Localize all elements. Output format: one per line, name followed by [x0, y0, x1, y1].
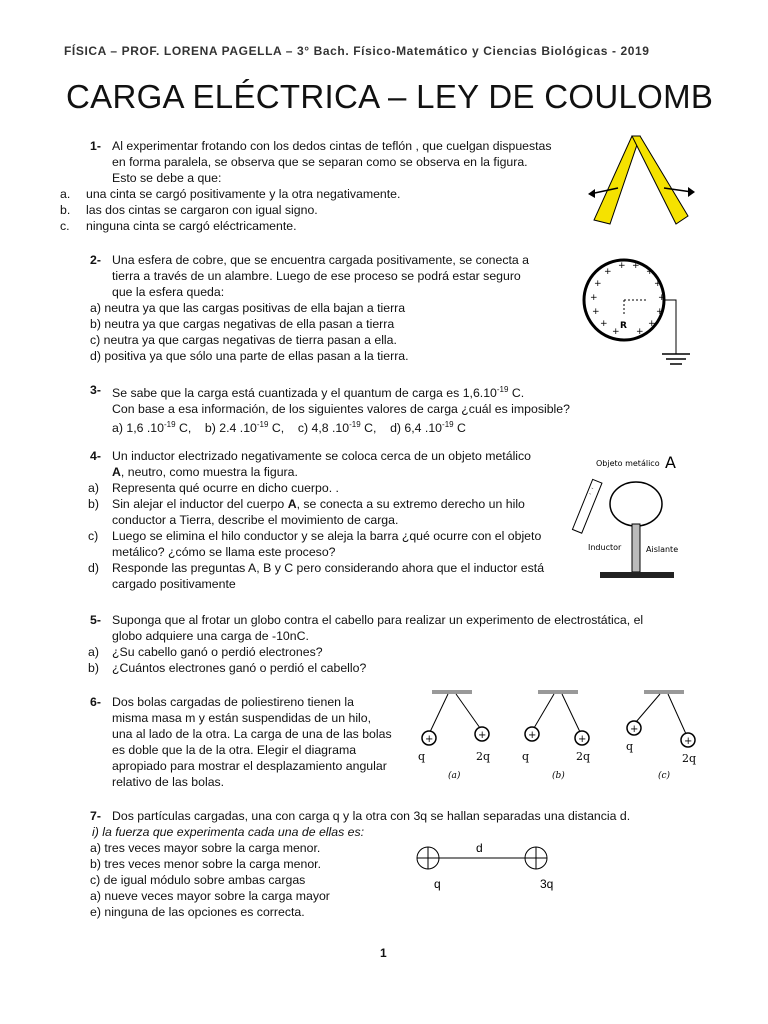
question-5	[62, 612, 712, 676]
question-text: Una esfera de cobre, que se encuentra cargada positivamente, se conecta a	[112, 253, 529, 267]
question-4	[62, 448, 562, 592]
svg-text:+: +	[528, 730, 537, 741]
option	[62, 186, 582, 202]
svg-text:+: +	[590, 293, 598, 303]
question-text: en forma paralela, se observa que se separan como se observa en la figura.	[112, 155, 528, 169]
radius-label: R	[620, 321, 627, 331]
question-7	[62, 808, 722, 920]
option-letter: a.	[60, 187, 71, 201]
option: a) nueve veces mayor sobre la carga mayor	[90, 889, 330, 903]
copper-sphere-figure	[582, 254, 694, 378]
question-text: Un inductor electrizado negativamente se coloca cerca de un objeto metálico	[112, 449, 532, 463]
metal-object-figure	[570, 452, 690, 582]
question-text: Suponga que al frotar un globo contra el cabello para realizar un experimento de electrostática, el	[112, 613, 644, 627]
option: c) 4,8 $.10^{-19}$ C,	[297, 420, 377, 436]
figure-label: Aislante	[646, 545, 679, 554]
charge-label: q	[434, 877, 441, 891]
figure-label: A	[665, 453, 676, 472]
page-header: FÍSICA – PROF. LORENA PAGELLA – 3° Bach. Físico-Matemático y Ciencias Biológicas - 2019	[64, 44, 650, 58]
svg-text:+: +	[425, 734, 434, 745]
question-text: Al experimentar frotando con los dedos cintas de teflón , que cuelgan dispuestas	[112, 139, 552, 153]
sub-question: i) la fuerza que experimenta cada una de ellas es:	[92, 825, 365, 839]
svg-text:+: +	[648, 319, 656, 329]
page-title: CARGA ELÉCTRICA – LEY DE COULOMB	[66, 78, 714, 115]
question-text: Dos bolas cargadas de poliestireno tienen la	[112, 695, 354, 709]
option: b) Sin alejar el inductor del cuerpo A, se conecta a su extremo derecho un hilo conductor a Tierra, describe el movimiento de carga.	[88, 497, 525, 527]
option: a) neutra ya que las cargas positivas de ella bajan a tierra	[90, 301, 406, 315]
question-text: misma masa m y están suspendidas de un hilo,	[112, 711, 372, 725]
option-text: las dos cintas se cargaron con igual signo.	[86, 203, 318, 217]
option: c) neutra ya que cargas negativas de tierra pasan a ella.	[90, 333, 397, 347]
svg-text:+: +	[612, 327, 620, 337]
svg-text:+: +	[578, 734, 587, 745]
question-text: Se sabe que la carga está cuantizada y el quantum de carga es 1,6.10	[112, 386, 497, 401]
option-text: una cinta se cargó positivamente y la otra negativamente.	[86, 187, 401, 201]
svg-text:2q: 2q	[476, 750, 491, 763]
svg-text:+: +	[684, 736, 693, 747]
option-letter: c.	[60, 219, 70, 233]
question-number: 6-	[90, 695, 101, 709]
question-number: 3-	[90, 383, 101, 397]
svg-text:+: +	[592, 307, 600, 317]
question-number: 1-	[90, 139, 101, 153]
option: b) ¿Cuántos electrones ganó o perdió el cabello?	[88, 661, 367, 675]
option: d) Responde las preguntas A, B y C pero considerando ahora que el inductor está cargado positivamente	[88, 561, 545, 591]
option: e) ninguna de las opciones es correcta.	[90, 905, 305, 919]
svg-text:+: +	[604, 267, 612, 277]
svg-text:+: +	[618, 261, 626, 271]
option: a) Representa qué ocurre en dicho cuerpo. .	[88, 481, 339, 495]
option: b) tres veces menor sobre la carga menor.	[90, 857, 322, 871]
question-text: Con base a esa información, de los siguientes valores de carga ¿cuál es imposible?	[112, 402, 570, 417]
question-text: tierra a través de un alambre. Luego de ese proceso se podrá estar seguro	[112, 269, 521, 283]
svg-text:+: +	[630, 724, 639, 735]
distance-label: d	[476, 841, 483, 855]
question-number: 2-	[90, 253, 101, 267]
svg-text:-: -	[590, 484, 595, 493]
svg-text:(b): (b)	[552, 771, 565, 781]
svg-text:+: +	[658, 293, 666, 303]
question-6	[62, 694, 402, 790]
svg-text:(c): (c)	[658, 771, 671, 781]
question-text: que la esfera queda:	[112, 285, 225, 299]
option	[62, 202, 582, 218]
question-text: Dos partículas cargadas, una con carga q y la otra con 3q se hallan separadas una distancia d.	[112, 809, 631, 823]
svg-text:(a): (a)	[448, 771, 461, 781]
suspended-balls-figure	[410, 684, 710, 784]
question-3	[62, 382, 622, 436]
question-number: 4-	[90, 449, 101, 463]
exponent: -19	[496, 385, 509, 394]
option: b) neutra ya que cargas negativas de ella pasan a tierra	[90, 317, 395, 331]
question-2	[62, 252, 572, 364]
svg-text:+: +	[478, 730, 487, 741]
option-letter: b.	[60, 203, 71, 217]
option: a) tres veces mayor sobre la carga menor.	[90, 841, 321, 855]
svg-text:2q: 2q	[576, 750, 591, 763]
svg-text:q: q	[522, 750, 530, 763]
svg-text:+: +	[656, 307, 664, 317]
object-letter: A	[112, 465, 121, 479]
teflon-tapes-figure	[582, 132, 702, 232]
svg-text:+: +	[632, 261, 640, 271]
unit: C.	[508, 386, 525, 401]
figure-label: Objeto metálico	[596, 459, 660, 468]
option: d) positiva ya que sólo una parte de ellas pasan a la tierra.	[90, 349, 409, 363]
question-text: es doble que la de la otra. Elegir el diagrama	[112, 743, 357, 757]
svg-text:+: +	[594, 279, 602, 289]
question-text: , neutro, como muestra la figura.	[120, 465, 298, 479]
svg-text:q: q	[626, 740, 634, 753]
question-1	[62, 138, 582, 234]
option: a) 1,6 $.10^{-19}$ C,	[112, 420, 192, 436]
figure-label: Inductor	[588, 543, 622, 552]
question-number: 7-	[90, 809, 101, 823]
svg-text:+: +	[636, 327, 644, 337]
option: d) 6,4 $.10^{-19}$ C	[390, 420, 466, 436]
question-text: relativo de las bolas.	[112, 775, 225, 789]
question-text: Esto se debe a que:	[112, 171, 222, 185]
svg-text:2q: 2q	[682, 752, 697, 765]
question-text: apropiado para mostrar el desplazamiento angular	[112, 759, 387, 773]
svg-text:-: -	[587, 490, 593, 498]
question-text: una al lado de la otra. La carga de una de las bolas	[112, 727, 392, 741]
option: b) 2.4 $.10^{-19}$ C,	[204, 420, 285, 436]
svg-text:+: +	[654, 279, 662, 289]
option	[62, 218, 582, 234]
question-text: globo adquiere una carga de -10nC.	[112, 629, 309, 643]
question-number: 5-	[90, 613, 101, 627]
svg-text:q: q	[418, 750, 426, 763]
charge-label: 3q	[540, 877, 554, 891]
option: c) Luego se elimina el hilo conductor y se aleja la barra ¿qué ocurre con el objeto metálico? ¿cómo se llama este proceso?	[88, 529, 542, 559]
svg-text:+: +	[600, 319, 608, 329]
svg-text:+: +	[646, 267, 654, 277]
option-text: ninguna cinta se cargó eléctricamente.	[86, 219, 297, 233]
two-charges-figure	[410, 838, 570, 894]
option: c) de igual módulo sobre ambas cargas	[90, 873, 306, 887]
page-number: 1	[380, 946, 387, 960]
option: a) ¿Su cabello ganó o perdió electrones?	[88, 645, 323, 659]
